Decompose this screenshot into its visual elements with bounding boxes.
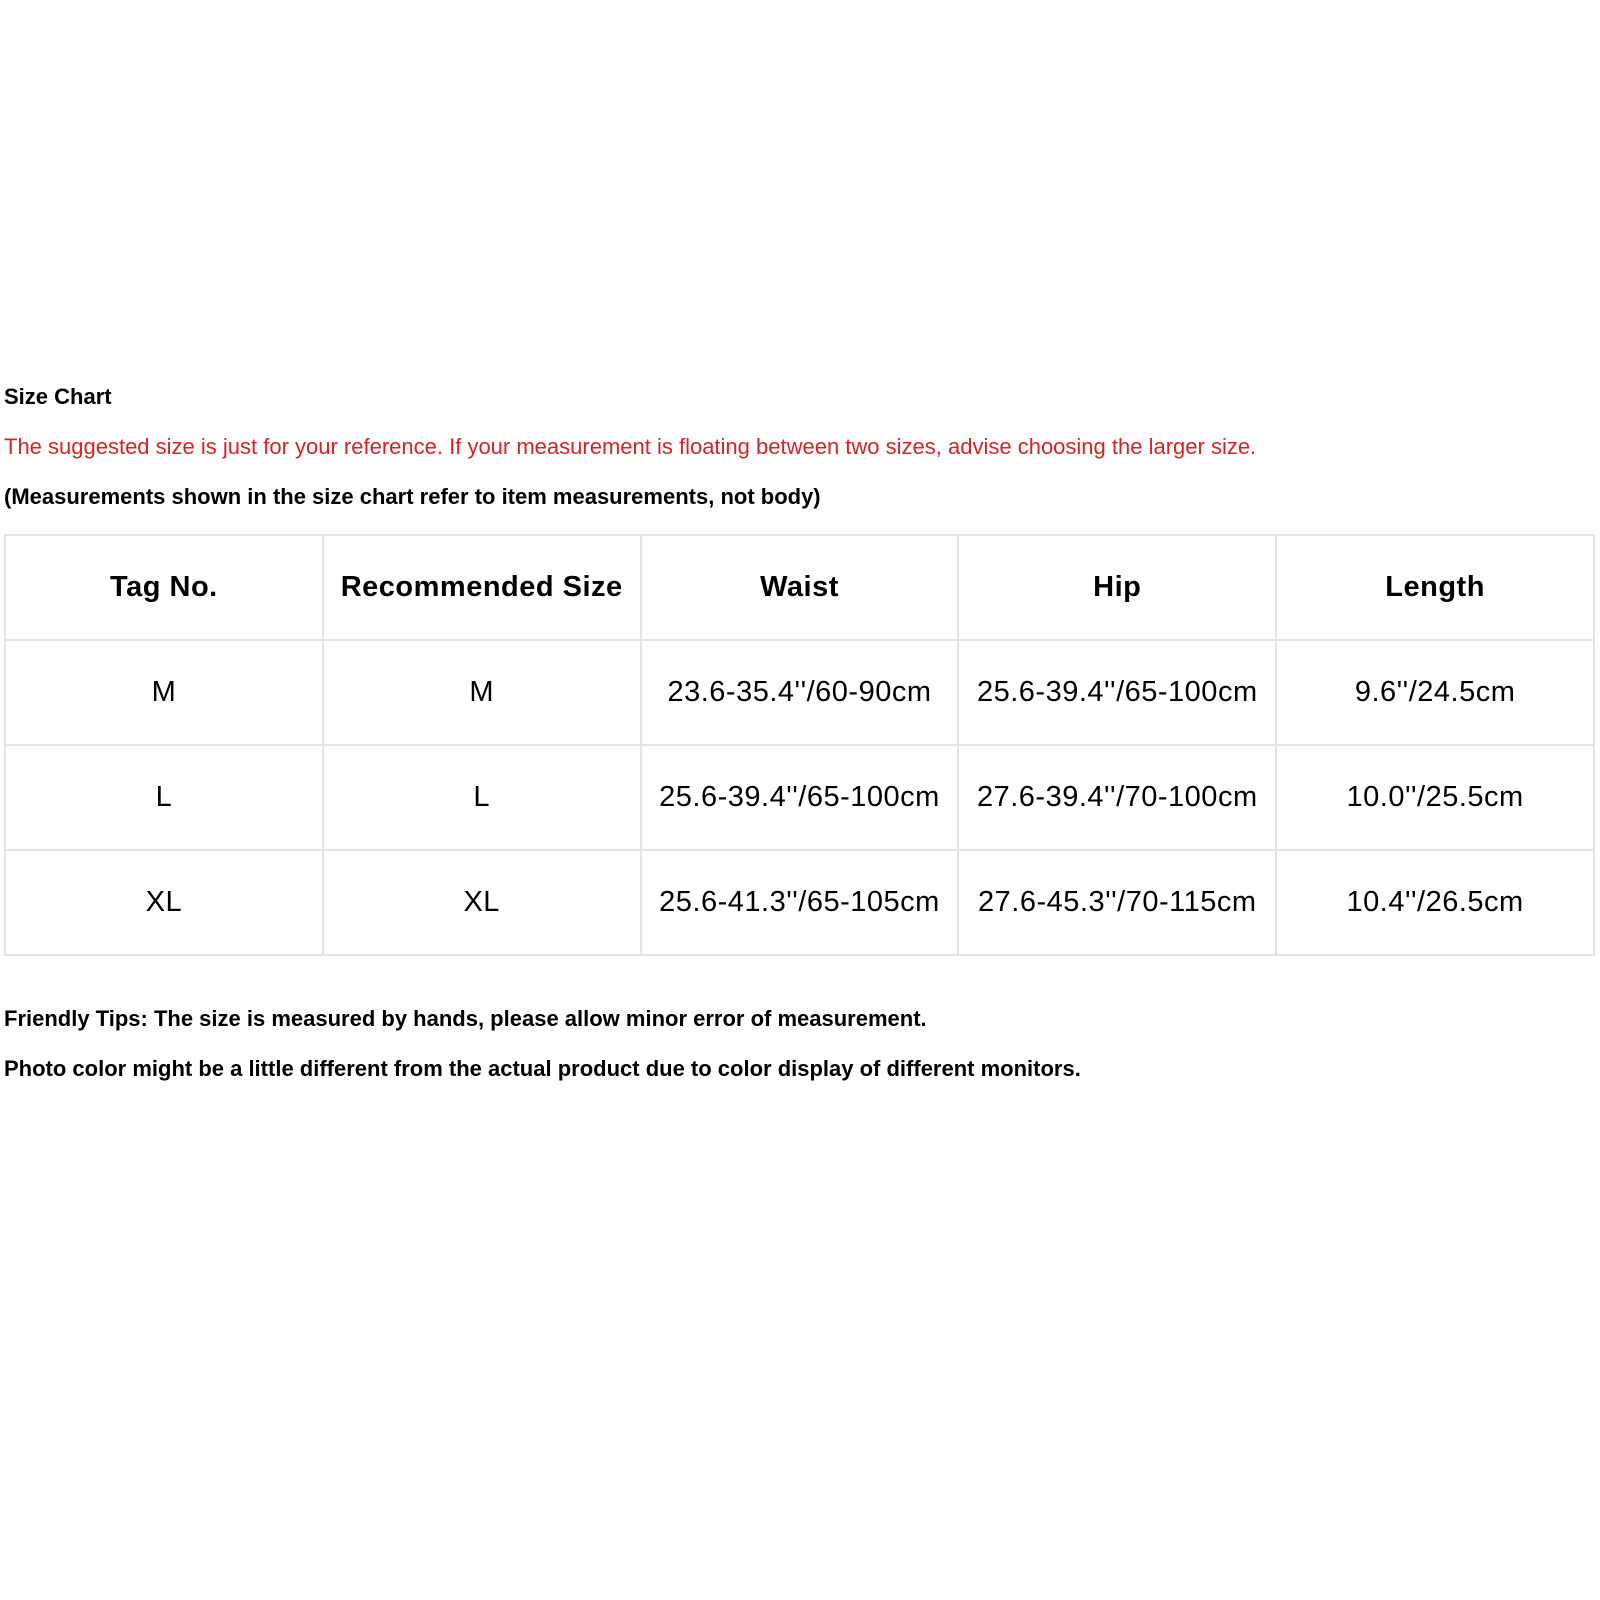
cell-recommended-size: XL — [323, 850, 641, 955]
cell-tag-no: L — [5, 745, 323, 850]
header-waist: Waist — [641, 535, 959, 640]
measurement-note: (Measurements shown in the size chart refer to item measurements, not body) — [4, 484, 821, 509]
cell-length: 10.4''/26.5cm — [1276, 850, 1594, 955]
cell-length: 10.0''/25.5cm — [1276, 745, 1594, 850]
size-chart-title: Size Chart — [4, 384, 112, 409]
table-row — [5, 850, 1594, 955]
cell-tag-no: M — [5, 640, 323, 745]
table-header-row — [5, 535, 1594, 640]
cell-tag-no: XL — [5, 850, 323, 955]
cell-recommended-size: L — [323, 745, 641, 850]
photo-color-note: Photo color might be a little different from the actual product due to color display of different monitors. — [4, 1056, 1081, 1081]
header-hip: Hip — [958, 535, 1276, 640]
header-tag-no: Tag No. — [5, 535, 323, 640]
cell-waist: 25.6-41.3''/65-105cm — [641, 850, 959, 955]
cell-length: 9.6''/24.5cm — [1276, 640, 1594, 745]
table-row — [5, 745, 1594, 850]
table-row — [5, 640, 1594, 745]
cell-hip: 25.6-39.4''/65-100cm — [958, 640, 1276, 745]
cell-hip: 27.6-39.4''/70-100cm — [958, 745, 1276, 850]
header-recommended-size: Recommended Size — [323, 535, 641, 640]
cell-hip: 27.6-45.3''/70-115cm — [958, 850, 1276, 955]
header-length: Length — [1276, 535, 1594, 640]
friendly-tips: Friendly Tips: The size is measured by hands, please allow minor error of measurement. — [4, 1006, 927, 1031]
cell-waist: 25.6-39.4''/65-100cm — [641, 745, 959, 850]
cell-recommended-size: M — [323, 640, 641, 745]
size-table — [4, 534, 1595, 956]
cell-waist: 23.6-35.4''/60-90cm — [641, 640, 959, 745]
size-reference-notice: The suggested size is just for your reference. If your measurement is floating between two sizes, advise choosing the larger size. — [4, 434, 1257, 459]
